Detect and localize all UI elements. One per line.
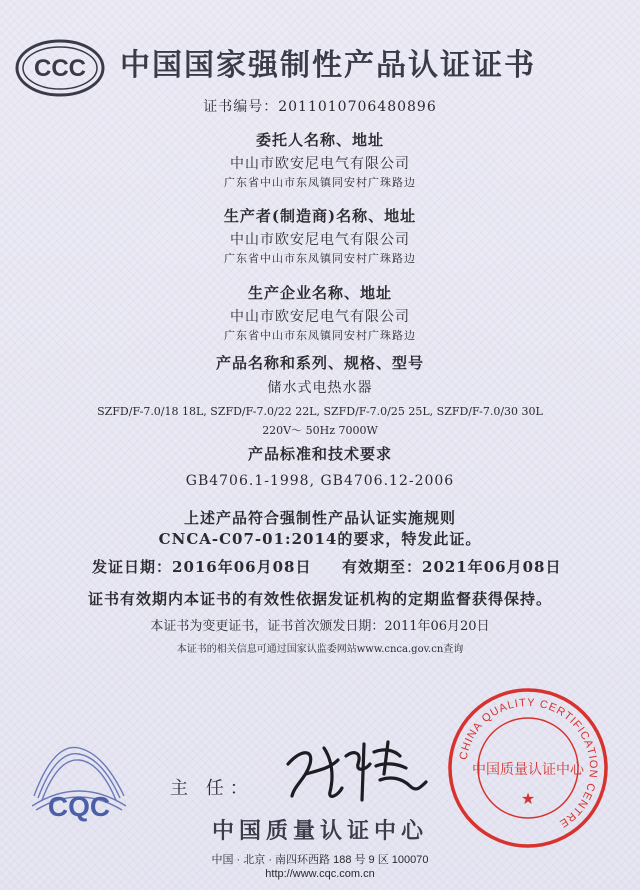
product-heading: 产品名称和系列、规格、型号	[215, 354, 424, 372]
product-name: 储水式电热水器	[267, 380, 373, 396]
statement-line-2: CNCA-C07-01:2014的要求，特发此证。	[158, 530, 482, 548]
standard-heading: 产品标准和技术要求	[247, 445, 392, 463]
certificate-number: 证书编号：2011010706480896	[203, 99, 437, 115]
director-signature	[280, 730, 430, 810]
issuing-org-name: 中国质量认证中心	[211, 818, 428, 844]
factory-name: 中山市欧安尼电气有限公司	[230, 309, 410, 325]
manufacturer-name: 中山市欧安尼电气有限公司	[230, 232, 410, 248]
certificate-title: 中国国家强制性产品认证证书	[120, 48, 536, 83]
cqc-logo	[24, 736, 134, 826]
product-rating: 220V～ 50Hz 7000W	[262, 424, 378, 437]
manufacturer-address: 广东省中山市东凤镇同安村广珠路边	[224, 252, 416, 265]
change-note: 本证书为变更证书，证书首次颁发日期：2011年06月20日	[150, 619, 490, 634]
expiry-date: 有效期至：2021年06月08日	[342, 558, 562, 576]
seal-ring-text: CHINA QUALITY CERTIFICATION CENTRE	[457, 696, 600, 830]
client-name: 中山市欧安尼电气有限公司	[230, 156, 410, 172]
ccc-logo	[14, 38, 106, 98]
product-models: SZFD/F-7.0/18 18L, SZFD/F-7.0/22 22L, SZFD/F-7.0/25 25L, SZFD/F-7.0/30 30L	[97, 405, 543, 418]
issue-date: 发证日期：2016年06月08日	[92, 558, 312, 576]
org-website: http://www.cqc.com.cn	[265, 868, 375, 880]
seal-inner-text: 中国质量认证中心	[472, 762, 584, 778]
seal-star-icon: ★	[520, 789, 536, 808]
website-note: 本证书的相关信息可通过国家认监委网站www.cnca.gov.cn查询	[176, 644, 464, 655]
manufacturer-heading: 生产者(制造商)名称、地址	[223, 207, 417, 225]
org-address: 中国 · 北京 · 南四环西路 188 号 9 区 100070	[211, 854, 429, 866]
ccc-logo-text: CCC	[34, 55, 86, 82]
statement-line-1: 上述产品符合强制性产品认证实施规则	[183, 509, 456, 527]
certification-seal	[446, 686, 610, 850]
factory-heading: 生产企业名称、地址	[247, 284, 392, 302]
cqc-logo-text: CQC	[47, 791, 111, 822]
director-label: 主 任：	[170, 778, 254, 799]
client-address: 广东省中山市东凤镇同安村广珠路边	[224, 176, 416, 189]
factory-address: 广东省中山市东凤镇同安村广珠路边	[224, 329, 416, 342]
client-heading: 委托人名称、地址	[255, 131, 384, 149]
validity-note: 证书有效期内本证书的有效性依据发证机构的定期监督获得保持。	[87, 590, 552, 608]
standards: GB4706.1-1998, GB4706.12-2006	[185, 473, 455, 489]
